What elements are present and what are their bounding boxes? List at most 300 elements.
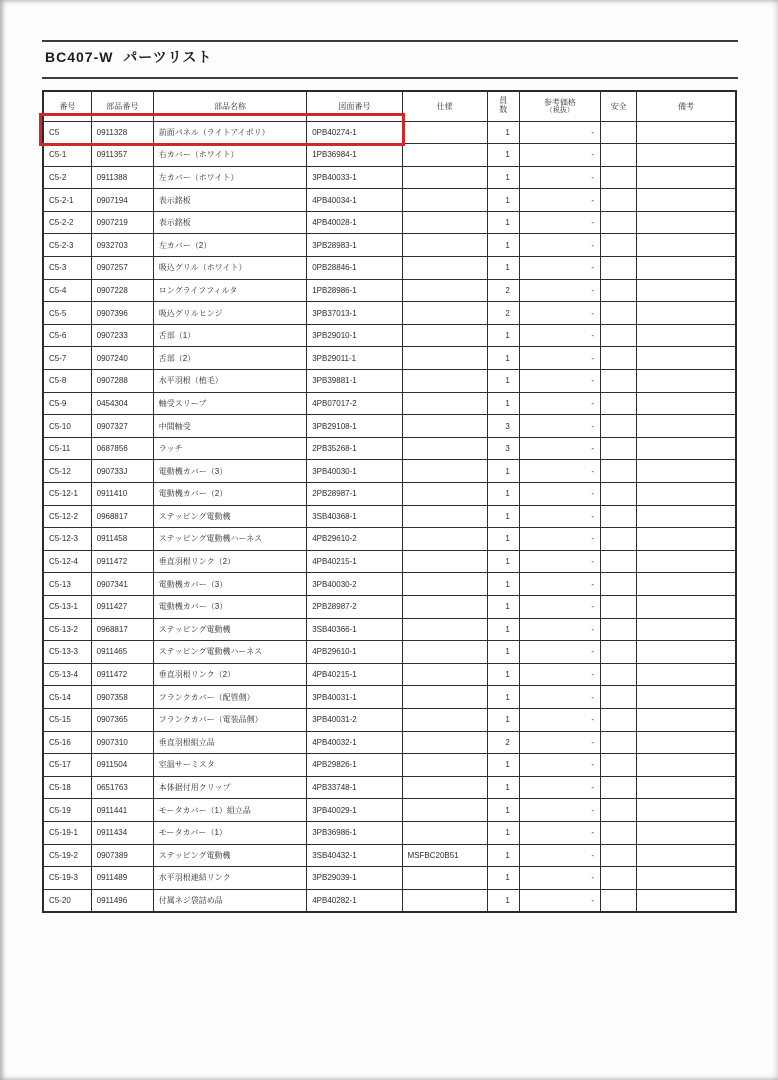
table-row <box>43 324 736 347</box>
cell-drawing-no: 3PB40031-1 <box>307 686 402 709</box>
cell-spec <box>402 708 487 731</box>
cell-spec <box>402 302 487 325</box>
cell-price: - <box>519 867 600 890</box>
cell-part-no: 0911472 <box>91 550 153 573</box>
cell-remarks <box>637 392 736 415</box>
cell-qty: 1 <box>487 166 519 189</box>
cell-spec <box>402 731 487 754</box>
cell-qty: 1 <box>487 505 519 528</box>
cell-no: C5-3 <box>43 257 91 280</box>
cell-drawing-no: 4PB40215-1 <box>307 550 402 573</box>
cell-safety <box>601 550 637 573</box>
cell-price: - <box>519 370 600 393</box>
cell-safety <box>601 234 637 257</box>
cell-safety <box>601 663 637 686</box>
table-row <box>43 550 736 573</box>
cell-spec <box>402 889 487 912</box>
cell-part-no: 0911441 <box>91 799 153 822</box>
header-drawing-number: 図面番号 <box>307 91 402 121</box>
cell-spec <box>402 550 487 573</box>
header-quantity <box>487 91 519 121</box>
cell-price: - <box>519 708 600 731</box>
cell-name: フランクカバー（配管側） <box>153 686 306 709</box>
cell-name: 表示銘板 <box>153 189 306 212</box>
cell-price: - <box>519 166 600 189</box>
cell-part-no: 0907327 <box>91 415 153 438</box>
cell-qty: 1 <box>487 595 519 618</box>
cell-spec <box>402 370 487 393</box>
cell-name: 吸込グリルヒンジ <box>153 302 306 325</box>
cell-part-no: 0911458 <box>91 528 153 551</box>
cell-no: C5-2-2 <box>43 211 91 234</box>
cell-drawing-no: 2PB28987-1 <box>307 483 402 506</box>
table-row <box>43 573 736 596</box>
cell-part-no: 0911504 <box>91 754 153 777</box>
cell-safety <box>601 370 637 393</box>
cell-price: - <box>519 595 600 618</box>
cell-remarks <box>637 686 736 709</box>
cell-drawing-no: 1PB28986-1 <box>307 279 402 302</box>
cell-no: C5-8 <box>43 370 91 393</box>
cell-no: C5-13-4 <box>43 663 91 686</box>
cell-no: C5-7 <box>43 347 91 370</box>
cell-price: - <box>519 144 600 167</box>
cell-drawing-no: 3PB40033-1 <box>307 166 402 189</box>
cell-remarks <box>637 189 736 212</box>
cell-remarks <box>637 370 736 393</box>
cell-part-no: 0968817 <box>91 618 153 641</box>
cell-remarks <box>637 505 736 528</box>
cell-no: C5-14 <box>43 686 91 709</box>
cell-safety <box>601 437 637 460</box>
parts-table-body <box>43 121 736 912</box>
table-row <box>43 686 736 709</box>
cell-drawing-no: 4PB29610-1 <box>307 641 402 664</box>
cell-qty: 1 <box>487 483 519 506</box>
cell-safety <box>601 641 637 664</box>
cell-spec <box>402 189 487 212</box>
cell-part-no: 0651763 <box>91 776 153 799</box>
cell-part-no: 0907310 <box>91 731 153 754</box>
cell-safety <box>601 595 637 618</box>
header-safety: 安全 <box>601 91 637 121</box>
cell-part-no: 0968817 <box>91 505 153 528</box>
cell-qty: 1 <box>487 776 519 799</box>
table-row <box>43 437 736 460</box>
table-row <box>43 799 736 822</box>
cell-name: モータカバー（1） <box>153 821 306 844</box>
cell-qty: 1 <box>487 708 519 731</box>
cell-drawing-no: 2PB28987-2 <box>307 595 402 618</box>
cell-remarks <box>637 708 736 731</box>
cell-name: フランクカバー（電装品側） <box>153 708 306 731</box>
cell-safety <box>601 799 637 822</box>
cell-part-no: 0907389 <box>91 844 153 867</box>
cell-name: 舌部（1） <box>153 324 306 347</box>
cell-remarks <box>637 618 736 641</box>
cell-part-no: 0907233 <box>91 324 153 347</box>
cell-spec <box>402 166 487 189</box>
cell-drawing-no: 4PB07017-2 <box>307 392 402 415</box>
table-row <box>43 483 736 506</box>
cell-part-no: 090733J <box>91 460 153 483</box>
cell-price: - <box>519 889 600 912</box>
parts-table-container <box>42 90 737 913</box>
cell-no: C5-12-2 <box>43 505 91 528</box>
cell-qty: 2 <box>487 302 519 325</box>
cell-part-no: 0911410 <box>91 483 153 506</box>
cell-qty: 1 <box>487 844 519 867</box>
cell-name: 左カバー（2） <box>153 234 306 257</box>
cell-name: 垂直羽根リンク（2） <box>153 663 306 686</box>
cell-drawing-no: 3PB39881-1 <box>307 370 402 393</box>
cell-no: C5-5 <box>43 302 91 325</box>
cell-price: - <box>519 302 600 325</box>
cell-spec <box>402 573 487 596</box>
cell-name: ステッピング電動機 <box>153 505 306 528</box>
cell-qty: 1 <box>487 550 519 573</box>
cell-drawing-no: 0PB28846-1 <box>307 257 402 280</box>
cell-price: - <box>519 279 600 302</box>
cell-no: C5-9 <box>43 392 91 415</box>
cell-no: C5-16 <box>43 731 91 754</box>
cell-remarks <box>637 776 736 799</box>
cell-safety <box>601 347 637 370</box>
cell-drawing-no: 3PB40030-1 <box>307 460 402 483</box>
cell-remarks <box>637 460 736 483</box>
cell-name: 右カバー（ホワイト） <box>153 144 306 167</box>
cell-remarks <box>637 799 736 822</box>
cell-part-no: 0907257 <box>91 257 153 280</box>
cell-safety <box>601 460 637 483</box>
cell-no: C5-2 <box>43 166 91 189</box>
cell-no: C5-19-1 <box>43 821 91 844</box>
cell-remarks <box>637 257 736 280</box>
cell-price: - <box>519 415 600 438</box>
cell-part-no: 0907288 <box>91 370 153 393</box>
cell-price: - <box>519 799 600 822</box>
table-row <box>43 663 736 686</box>
cell-spec <box>402 663 487 686</box>
cell-remarks <box>637 234 736 257</box>
cell-safety <box>601 392 637 415</box>
table-row <box>43 821 736 844</box>
table-row <box>43 302 736 325</box>
table-row <box>43 505 736 528</box>
cell-name: 電動機カバー（2） <box>153 483 306 506</box>
table-row-highlighted <box>43 121 736 144</box>
cell-price: - <box>519 437 600 460</box>
cell-price: - <box>519 731 600 754</box>
cell-spec <box>402 234 487 257</box>
cell-safety <box>601 731 637 754</box>
cell-part-no: 0911489 <box>91 867 153 890</box>
cell-qty: 1 <box>487 347 519 370</box>
cell-no: C5-12 <box>43 460 91 483</box>
cell-price: - <box>519 641 600 664</box>
cell-spec <box>402 483 487 506</box>
cell-price: - <box>519 483 600 506</box>
cell-name: 本体据付用クリップ <box>153 776 306 799</box>
cell-part-no: 0911496 <box>91 889 153 912</box>
cell-name: モータカバー（1）組立品 <box>153 799 306 822</box>
cell-drawing-no: 3SB40432-1 <box>307 844 402 867</box>
cell-no: C5-19 <box>43 799 91 822</box>
top-rule <box>42 40 738 42</box>
cell-drawing-no: 4PB40028-1 <box>307 211 402 234</box>
header-part-number: 部品番号 <box>91 91 153 121</box>
cell-safety <box>601 867 637 890</box>
cell-spec <box>402 776 487 799</box>
cell-name: 電動機カバー（3） <box>153 460 306 483</box>
cell-part-no: 0907341 <box>91 573 153 596</box>
cell-name: ラッチ <box>153 437 306 460</box>
cell-part-no: 0911465 <box>91 641 153 664</box>
table-row <box>43 460 736 483</box>
cell-remarks <box>637 302 736 325</box>
cell-spec <box>402 799 487 822</box>
cell-qty: 1 <box>487 754 519 777</box>
table-row <box>43 257 736 280</box>
cell-spec <box>402 279 487 302</box>
cell-qty: 1 <box>487 573 519 596</box>
table-row <box>43 754 736 777</box>
table-row <box>43 731 736 754</box>
cell-drawing-no: 3PB29011-1 <box>307 347 402 370</box>
cell-qty: 3 <box>487 415 519 438</box>
table-row <box>43 234 736 257</box>
cell-price: - <box>519 754 600 777</box>
cell-safety <box>601 618 637 641</box>
cell-qty: 2 <box>487 279 519 302</box>
cell-name: 水平羽根（植毛） <box>153 370 306 393</box>
cell-price: - <box>519 686 600 709</box>
cell-spec <box>402 437 487 460</box>
cell-qty: 1 <box>487 234 519 257</box>
cell-name: ロングライフフィルタ <box>153 279 306 302</box>
cell-qty: 1 <box>487 889 519 912</box>
cell-price: - <box>519 821 600 844</box>
cell-remarks <box>637 347 736 370</box>
cell-no: C5-13-3 <box>43 641 91 664</box>
cell-qty: 1 <box>487 460 519 483</box>
cell-drawing-no: 3PB28983-1 <box>307 234 402 257</box>
cell-spec <box>402 415 487 438</box>
cell-qty: 1 <box>487 121 519 144</box>
cell-drawing-no: 4PB33748-1 <box>307 776 402 799</box>
cell-spec <box>402 867 487 890</box>
cell-safety <box>601 505 637 528</box>
cell-price: - <box>519 528 600 551</box>
cell-qty: 1 <box>487 257 519 280</box>
cell-safety <box>601 166 637 189</box>
cell-name: 電動機カバー（3） <box>153 595 306 618</box>
cell-price: - <box>519 189 600 212</box>
cell-name: 表示銘板 <box>153 211 306 234</box>
cell-qty: 1 <box>487 189 519 212</box>
table-row <box>43 776 736 799</box>
title-underline-rule <box>42 77 738 79</box>
cell-remarks <box>637 844 736 867</box>
cell-spec <box>402 754 487 777</box>
cell-drawing-no: 4PB40032-1 <box>307 731 402 754</box>
cell-safety <box>601 257 637 280</box>
cell-remarks <box>637 867 736 890</box>
cell-part-no: 0911357 <box>91 144 153 167</box>
cell-name: ステッピング電動機 <box>153 618 306 641</box>
cell-part-no: 0454304 <box>91 392 153 415</box>
cell-spec <box>402 505 487 528</box>
cell-no: C5-13-1 <box>43 595 91 618</box>
cell-no: C5-2-1 <box>43 189 91 212</box>
cell-no: C5-20 <box>43 889 91 912</box>
page-title: BC407-W パーツリスト <box>45 49 213 65</box>
header-quantity-label: 員数 <box>499 96 508 115</box>
cell-drawing-no: 3PB29039-1 <box>307 867 402 890</box>
cell-no: C5-13 <box>43 573 91 596</box>
cell-safety <box>601 302 637 325</box>
cell-remarks <box>637 573 736 596</box>
cell-price: - <box>519 121 600 144</box>
cell-remarks <box>637 663 736 686</box>
cell-price: - <box>519 347 600 370</box>
cell-safety <box>601 708 637 731</box>
cell-drawing-no: 3SB40366-1 <box>307 618 402 641</box>
header-spec: 仕様 <box>402 91 487 121</box>
cell-part-no: 0911427 <box>91 595 153 618</box>
cell-qty: 1 <box>487 867 519 890</box>
table-row <box>43 844 736 867</box>
cell-price: - <box>519 257 600 280</box>
cell-safety <box>601 844 637 867</box>
cell-remarks <box>637 483 736 506</box>
cell-no: C5-19-3 <box>43 867 91 890</box>
cell-drawing-no: 1PB36984-1 <box>307 144 402 167</box>
cell-spec: MSFBC20B51 <box>402 844 487 867</box>
cell-spec <box>402 821 487 844</box>
table-row <box>43 392 736 415</box>
cell-price: - <box>519 550 600 573</box>
cell-name: 室温サーミスタ <box>153 754 306 777</box>
cell-safety <box>601 573 637 596</box>
cell-part-no: 0907365 <box>91 708 153 731</box>
parts-table <box>42 90 737 913</box>
table-row <box>43 144 736 167</box>
cell-safety <box>601 211 637 234</box>
cell-name: 水平羽根連結リンク <box>153 867 306 890</box>
cell-no: C5-17 <box>43 754 91 777</box>
cell-no: C5-10 <box>43 415 91 438</box>
cell-drawing-no: 3PB29010-1 <box>307 324 402 347</box>
cell-qty: 1 <box>487 528 519 551</box>
cell-remarks <box>637 415 736 438</box>
cell-qty: 1 <box>487 392 519 415</box>
cell-spec <box>402 595 487 618</box>
cell-name: 中間軸受 <box>153 415 306 438</box>
table-row <box>43 415 736 438</box>
header-price-line2: （税抜） <box>545 106 574 114</box>
table-row <box>43 889 736 912</box>
cell-remarks <box>637 754 736 777</box>
cell-no: C5-6 <box>43 324 91 347</box>
cell-qty: 1 <box>487 324 519 347</box>
cell-drawing-no: 4PB40215-1 <box>307 663 402 686</box>
cell-safety <box>601 415 637 438</box>
cell-name: ステッピング電動機 <box>153 844 306 867</box>
cell-spec <box>402 641 487 664</box>
cell-safety <box>601 121 637 144</box>
cell-price: - <box>519 211 600 234</box>
header-price-line1: 参考価格 <box>543 97 576 107</box>
cell-remarks <box>637 324 736 347</box>
cell-part-no: 0911434 <box>91 821 153 844</box>
table-row <box>43 528 736 551</box>
cell-price: - <box>519 618 600 641</box>
cell-remarks <box>637 889 736 912</box>
cell-price: - <box>519 460 600 483</box>
cell-qty: 1 <box>487 211 519 234</box>
cell-no: C5-13-2 <box>43 618 91 641</box>
cell-drawing-no: 4PB29610-2 <box>307 528 402 551</box>
cell-remarks <box>637 121 736 144</box>
cell-qty: 2 <box>487 731 519 754</box>
cell-no: C5 <box>43 121 91 144</box>
cell-spec <box>402 392 487 415</box>
cell-part-no: 0911328 <box>91 121 153 144</box>
cell-no: C5-12-3 <box>43 528 91 551</box>
cell-name: 吸込グリル（ホワイト） <box>153 257 306 280</box>
cell-name: 垂直羽根リンク（2） <box>153 550 306 573</box>
cell-price: - <box>519 663 600 686</box>
cell-name: ステッピング電動機ハーネス <box>153 528 306 551</box>
cell-safety <box>601 279 637 302</box>
cell-qty: 1 <box>487 663 519 686</box>
cell-qty: 1 <box>487 144 519 167</box>
cell-drawing-no: 0PB40274-1 <box>307 121 402 144</box>
cell-no: C5-12-1 <box>43 483 91 506</box>
table-row <box>43 708 736 731</box>
cell-name: 前面パネル（ライトアイボリ） <box>153 121 306 144</box>
cell-name: ステッピング電動機ハーネス <box>153 641 306 664</box>
cell-part-no: 0911388 <box>91 166 153 189</box>
cell-drawing-no: 3PB40029-1 <box>307 799 402 822</box>
table-row <box>43 166 736 189</box>
cell-drawing-no: 4PB29826-1 <box>307 754 402 777</box>
header-part-name: 部品名称 <box>153 91 306 121</box>
cell-spec <box>402 144 487 167</box>
header-remarks: 備考 <box>637 91 736 121</box>
cell-safety <box>601 776 637 799</box>
cell-part-no: 0907396 <box>91 302 153 325</box>
cell-price: - <box>519 392 600 415</box>
cell-price: - <box>519 324 600 347</box>
cell-spec <box>402 211 487 234</box>
cell-spec <box>402 121 487 144</box>
cell-name: 垂直羽根組立品 <box>153 731 306 754</box>
cell-no: C5-1 <box>43 144 91 167</box>
cell-part-no: 0907240 <box>91 347 153 370</box>
table-row <box>43 867 736 890</box>
cell-safety <box>601 528 637 551</box>
cell-remarks <box>637 211 736 234</box>
cell-remarks <box>637 550 736 573</box>
table-row <box>43 189 736 212</box>
header-reference-price <box>519 91 600 121</box>
table-row <box>43 211 736 234</box>
table-row <box>43 347 736 370</box>
cell-part-no: 0907358 <box>91 686 153 709</box>
cell-remarks <box>637 166 736 189</box>
